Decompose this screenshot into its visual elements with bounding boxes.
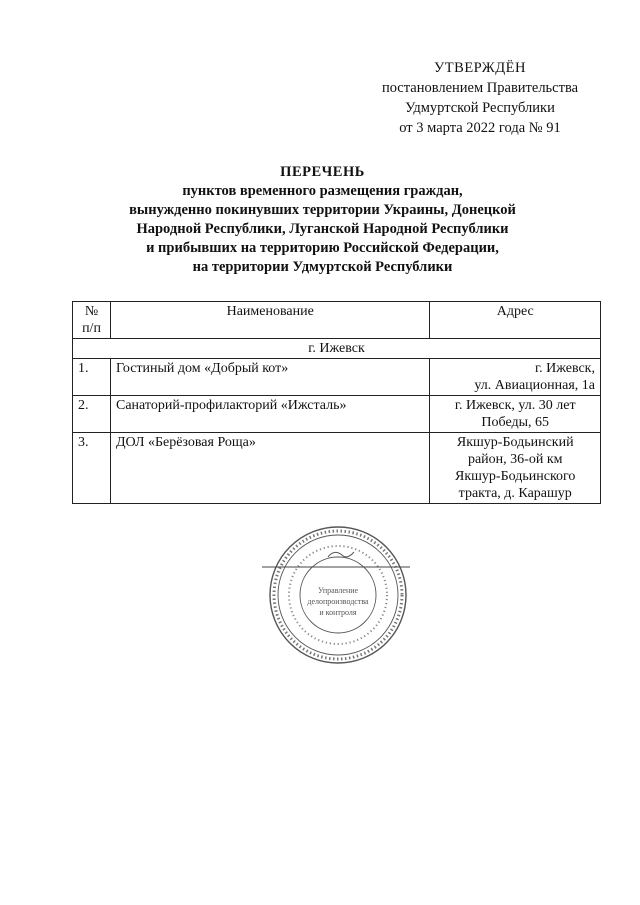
title-main: ПЕРЕЧЕНЬ	[280, 164, 365, 180]
row-number: 2.	[73, 396, 111, 433]
title-line-4: и прибывших на территорию Российской Федерации,	[146, 240, 499, 256]
seal-text-line-1: Управление	[317, 586, 359, 595]
row-number: 1.	[73, 359, 111, 396]
title-line-3: Народной Республики, Луганской Народной Республики	[136, 221, 509, 237]
address-line: тракта, д. Карашур	[458, 486, 572, 501]
shelters-table	[72, 301, 601, 504]
city-row	[73, 339, 601, 359]
title-line-5: на территории Удмуртской Республики	[192, 259, 453, 275]
table-row	[73, 359, 601, 396]
seal-text-line-3: и контроля	[319, 608, 357, 617]
table-row	[73, 396, 601, 433]
signature-mark	[328, 552, 354, 557]
seal-inner-lettering	[289, 546, 387, 644]
row-name: Санаторий-профилакторий «Ижсталь»	[111, 396, 430, 433]
row-address	[430, 396, 601, 433]
header-number	[73, 302, 111, 339]
table-header-row	[73, 302, 601, 339]
address-line: Якшур-Бодьинского	[455, 469, 576, 484]
document-title	[60, 163, 585, 277]
approval-line-2: Удмуртской Республики	[405, 100, 555, 116]
header-name: Наименование	[111, 302, 430, 339]
row-address	[430, 433, 601, 504]
title-line-2: вынужденно покинувших территории Украины, Донецкой	[129, 202, 516, 218]
address-line: ул. Авиационная, 1а	[474, 378, 595, 393]
approval-line-3: от 3 марта 2022 года № 91	[399, 120, 561, 136]
approval-block	[360, 58, 600, 138]
header-number-line-2: п/п	[82, 321, 101, 336]
approval-line-1: постановлением Правительства	[381, 80, 579, 96]
address-line: г. Ижевск,	[534, 361, 595, 376]
address-line: район, 36-ой км	[467, 452, 563, 467]
official-seal	[258, 515, 418, 675]
table-row	[73, 433, 601, 504]
approval-heading: УТВЕРЖДЁН	[434, 60, 526, 76]
seal-center-ring	[300, 557, 376, 633]
seal-outer-ring	[270, 527, 406, 663]
seal-text-line-2: делопроизводства	[307, 597, 369, 606]
header-address: Адрес	[430, 302, 601, 339]
title-line-1: пунктов временного размещения граждан,	[182, 183, 463, 199]
seal-ring-lettering	[274, 531, 402, 659]
header-number-line-1: №	[84, 304, 99, 319]
row-name: Гостиный дом «Добрый кот»	[111, 359, 430, 396]
address-line: Якшур-Бодьинский	[456, 435, 574, 450]
address-line: Победы, 65	[481, 415, 550, 430]
city-cell: г. Ижевск	[73, 339, 601, 359]
row-address	[430, 359, 601, 396]
row-name: ДОЛ «Берёзовая Роща»	[111, 433, 430, 504]
row-number: 3.	[73, 433, 111, 504]
address-line: г. Ижевск, ул. 30 лет	[454, 398, 576, 413]
